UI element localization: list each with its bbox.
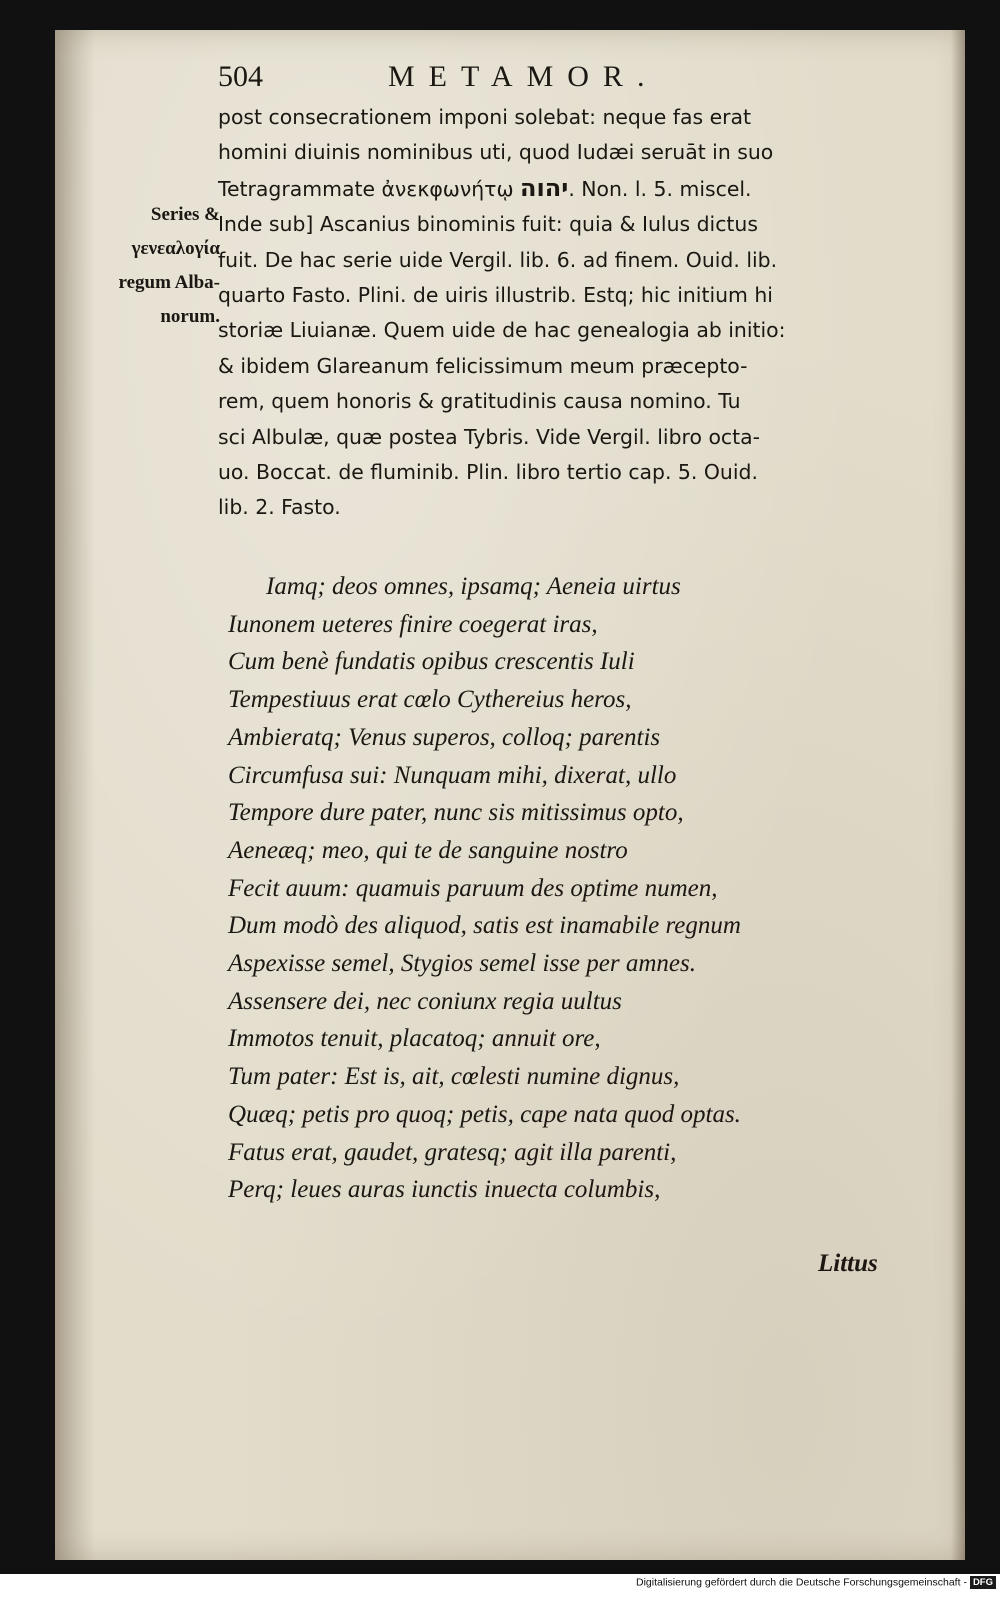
verse-line: Quæq; petis pro quoq; petis, cape nata quod optas. [228,1100,741,1128]
page-fold-shadow [951,30,965,1560]
verse-line: Tempestiuus erat cœlo Cythereius heros, [228,686,632,714]
digitization-credit [0,1576,996,1589]
marginal-note-line: regum Alba- [118,272,220,293]
marginal-note-line: norum. [160,306,220,327]
verse-line: Iamq; deos omnes, ipsamq; Aeneia uirtus [266,573,681,600]
commentary-line: storiæ Liuianæ. Quem uide de hac genealogia ab initio: [218,318,786,343]
commentary-line: lib. 2. Fasto. [218,495,341,520]
commentary-line: post consecrationem imponi solebat: neque fas erat [218,105,752,129]
marginal-note-line: Series & [150,204,220,225]
commentary-line: Inde sub] Ascanius binominis fuit: quia & Iulus dictus [218,212,758,237]
running-title: METAMOR. [388,60,659,93]
commentary-line: fuit. De hac serie uide Vergil. lib. 6. ad finem. Ouid. lib. [218,247,778,272]
verse-line: Fecit auum: quamuis paruum des optime numen, [228,874,718,902]
verse-line: Iunonem ueteres finire coegerat iras, [228,610,598,638]
tetragrammaton-hebrew: יהוה [520,173,569,202]
verse-line: Perq; leues auras iunctis inuecta columbis, [228,1176,661,1204]
verse-line: Dum modò des aliquod, satis est inamabile regnum [228,912,741,940]
page-number: 504 [218,60,263,93]
verse-line: Assensere dei, nec coniunx regia uultus [228,987,622,1015]
marginal-note-line: γενεαλογία [131,238,220,259]
verse-line: Cum benè fundatis opibus crescentis Iuli [228,648,635,676]
verse-line: Aeneæq; meo, qui te de sanguine nostro [228,836,628,864]
commentary-line: & ibidem Glareanum felicissimum meum præcepto- [218,353,748,378]
verse-line: Tum pater: Est is, ait, cœlesti numine dignus, [228,1063,680,1091]
verse-line: Ambieratq; Venus superos, colloq; parentis [228,723,661,751]
commentary-line: uo. Boccat. de fluminib. Plin. libro tertio cap. 5. Ouid. [218,460,758,485]
verse-line: Circumfusa sui: Nunquam mihi, dixerat, ullo [228,761,677,789]
commentary-line-with-hebrew [218,171,908,207]
commentary-text [218,100,908,526]
verse-line: Tempore dure pater, nunc sis mitissimus opto, [228,799,684,827]
marginal-note [70,198,220,334]
verse-line: Immotos tenuit, placatoq; annuit ore, [228,1025,601,1053]
commentary-line-tail: . Non. l. 5. miscel. [568,176,752,201]
commentary-line: sci Albulæ, quæ postea Tybris. Vide Vergil. libro octa- [218,424,760,449]
commentary-line: homini diuinis nominibus uti, quod Iudæi seruāt in suo [218,140,774,165]
commentary-line: rem, quem honoris & gratitudinis causa nomino. Tu [218,389,741,414]
catchword: Littus [818,1250,878,1277]
verse-line: Fatus erat, gaudet, gratesq; agit illa parenti, [228,1138,677,1166]
credit-text: Digitalisierung gefördert durch die Deutsche Forschungsgemeinschaft - [636,1576,967,1589]
verse-line: Aspexisse semel, Stygios semel isse per amnes. [228,950,696,978]
verse-block [228,568,868,1209]
page-header [218,60,858,100]
commentary-line: quarto Fasto. Plini. de uiris illustrib. Estq; hic initium hi [218,283,773,308]
dfg-logo: DFG [970,1576,996,1589]
commentary-line: Tetragrammate ἀνεκφωνήτῳ [218,176,514,201]
